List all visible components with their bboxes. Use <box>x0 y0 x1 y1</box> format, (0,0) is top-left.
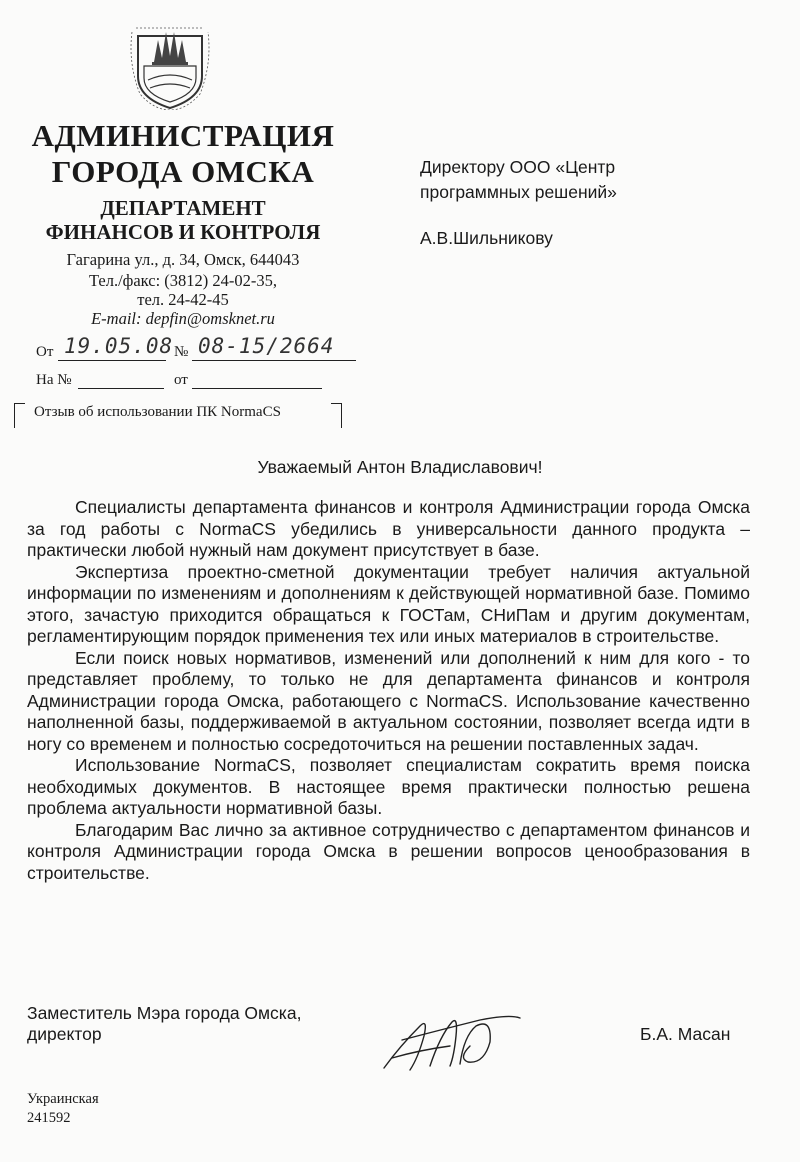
subject-box <box>14 400 342 430</box>
executor-name: Украинская <box>27 1091 99 1107</box>
letter-body <box>27 497 750 884</box>
body-paragraph: Если поиск новых нормативов, изменений или дополнений к ним для кого - то представляет проблему, то только не для департамента финансов и контроля Администрации города Омска, работающего с NormaCS. Использование качественно наполненной базы, поддерживаемой в актуальном состоянии, позволяет всегда идти в ногу со временем и полностью сосредоточиться на решении поставленных задач. <box>27 647 750 754</box>
recipient-name: А.В.Шильникову <box>420 228 553 248</box>
signer-title-line2: директор <box>27 1024 102 1044</box>
department-name-line1: ДЕПАРТАМЕНТ <box>100 196 266 220</box>
subject-corner-left <box>14 403 25 428</box>
handwritten-number: 08-15/2664 <box>198 334 335 358</box>
body-paragraph: Специалисты департамента финансов и контроля Администрации города Омска за год работы с NormaCS убедились в универсальности данного продукта – практически любой нужный нам документ присутствует в базе. <box>27 497 750 560</box>
ref-number-label: На № <box>36 372 72 388</box>
address-street: Гагарина ул., д. 34, Омск, 644043 <box>66 250 300 269</box>
department-name-line2: ФИНАНСОВ И КОНТРОЛЯ <box>45 220 321 244</box>
date-line <box>58 334 174 361</box>
ref-from-label: от <box>174 372 188 388</box>
ref-date-line <box>192 370 322 389</box>
address-phone: тел. 24-42-45 <box>137 290 229 309</box>
number-label: № <box>174 344 189 360</box>
recipient-line2: программных решений» <box>420 182 617 202</box>
org-name-line1: АДМИНИСТРАЦИЯ <box>31 118 335 153</box>
body-paragraph: Использование NormaCS, позволяет специалистам сократить время поиска необходимых документов. В настоящее время практически полностью решена проблема актуальности нормативной базы. <box>27 755 750 818</box>
subject-corner-right <box>331 403 342 428</box>
recipient-line1: Директору ООО «Центр <box>420 157 616 177</box>
signer-name: Б.А. Масан <box>640 1024 731 1044</box>
body-paragraph: Благодарим Вас лично за активное сотрудничество с департаментом финансов и контроля Администрации города Омска в решении вопросов ценообразования в строительстве. <box>27 819 750 883</box>
coat-of-arms-emblem <box>128 18 212 110</box>
handwritten-signature <box>380 1006 530 1076</box>
body-paragraph: Экспертиза проектно-сметной документации требует наличия актуальной информации по изменениям и дополнениям к действующей нормативной базе. Помимо этого, зачастую приходится обращаться к ГОСТам, СНиПам и другим документам, регламентирующим порядок применения тех или иных материалов в строительстве. <box>27 561 750 646</box>
org-name-line2: ГОРОДА ОМСКА <box>51 154 315 189</box>
address-fax: Тел./факс: (3812) 24-02-35, <box>88 271 278 290</box>
outgoing-registration <box>36 334 356 364</box>
signer-title-line1: Заместитель Мэра города Омска, <box>27 1003 302 1023</box>
reference-registration <box>36 370 356 392</box>
ref-number-line <box>78 370 164 389</box>
salutation: Уважаемый Антон Владиславович! <box>257 457 543 477</box>
from-label: От <box>36 344 54 360</box>
executor-phone: 241592 <box>27 1110 71 1126</box>
subject-text: Отзыв об использовании ПК NormaCS <box>34 404 281 420</box>
handwritten-date: 19.05.08 <box>64 334 174 358</box>
number-line <box>192 334 356 361</box>
address-email: E-mail: depfin@omsknet.ru <box>91 309 275 328</box>
